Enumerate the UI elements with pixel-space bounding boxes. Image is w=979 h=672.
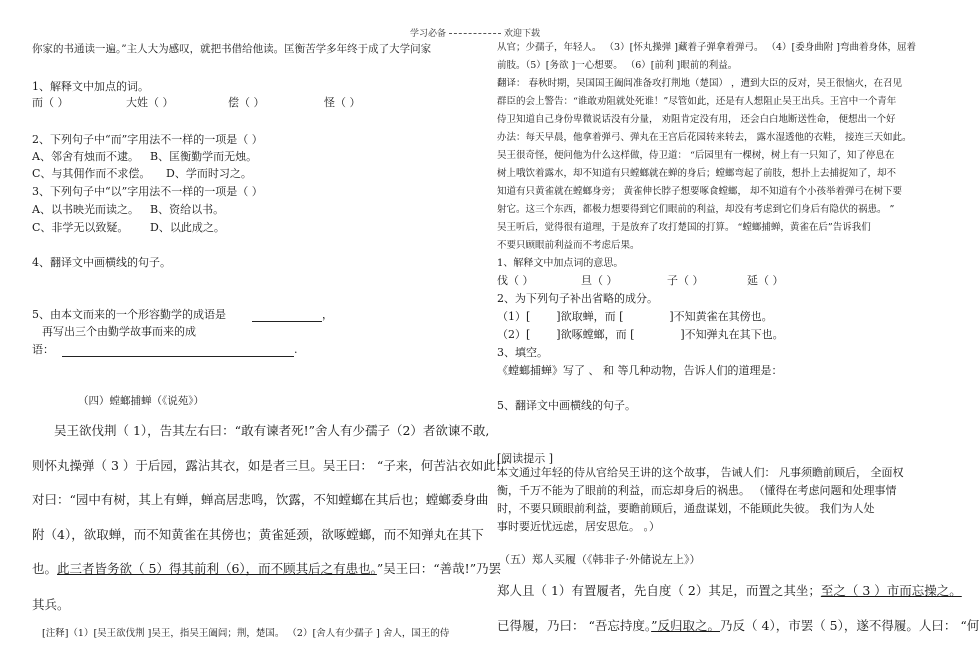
q2-title: 2、下列句子中“而”字用法不一样的一项是（ ） (32, 133, 263, 146)
passage-5-text-2: 已得履，乃曰： “吾忘持度。 (497, 618, 652, 633)
q5-text: 5、由本文而来的一个形容勤学的成语是 (32, 308, 226, 321)
r-q2-2-mid: ]欲啄螳螂，而 [ (556, 328, 635, 341)
translation-line-3: 侍卫知道自己身份卑微说话没有分量， 劝阻肯定没有用， 还会白白地断送性命， 便想出一个好 (497, 114, 896, 125)
translation-line-4: 办法：每天早晨，他拿着弹弓、弹丸在王宫后花园转来转去， 露水湿透他的衣鞋， 接连三天如此。 (497, 132, 912, 143)
passage-5-line-1 (497, 583, 962, 599)
q1-item-4: 怪（ ） (324, 96, 361, 109)
r-q1-item-2: 旦（ ） (581, 274, 618, 287)
annotation-cont-2: 前肢。（5）[务欲 ]一心想要。 （6）[前利 ]眼前的利益。 (497, 60, 738, 71)
passage-5-text: 郑人且（ 1）有置履者，先自度（ 2）其足，而置之其坐； (497, 583, 821, 598)
passage-4-line-4: 附（4），欲取蝉，而不知黄雀在其傍也；黄雀延颈，欲啄螳螂，而不知弹丸在其下 (32, 527, 484, 542)
reading-tip-line-2: 衡，千万不能为了眼前的利益，而忘却身后的祸患。 （懂得在考虑问题和处理事情 (497, 484, 897, 497)
q3-option-d: D、以此成之。 (150, 221, 225, 234)
translation-line-1: 翻译： 春秋时期，吴国国王阖闾准备攻打荆地（楚国） ，遭到大臣的反对，吴王很恼火，在召见 (497, 78, 903, 89)
underlined-sentence: 此三者皆务欲（ 5）得其前利（6），而不顾其后之有患也。 (57, 561, 377, 576)
page-header (0, 26, 950, 39)
r-q2-1-open: （1）[ (497, 310, 531, 323)
translation-line-6: 树上哦饮着露水，却不知道有只螳螂就在蝉的身后；螳螂弯起了前肢，想扑上去捕捉知了，却不 (497, 168, 897, 179)
reading-tip-line-3: 时，不要只顾眼前利益，要瞻前顾后，通盘谋划，不能顾此失彼。 我们为人处 (497, 502, 875, 515)
r-q1-item-1: 伐（ ） (497, 274, 534, 287)
q5-line-1 (32, 308, 333, 322)
q5-label: 语： (32, 343, 54, 356)
section-4-title: （四）螳螂捕蝉（《说苑》） (78, 395, 204, 407)
r-q2-1-mid: ]欲取蝉，而 [ (556, 310, 624, 323)
translation-line-2: 群臣的会上警告：“谁敢劝阻就处死谁！”尽管如此，还是有人想阻止吴王出兵。王宫中一个青年 (497, 96, 897, 107)
q3-title: 3、下列句子中“以”字用法不一样的一项是（ ） (32, 185, 263, 198)
q5-idioms-blank[interactable] (62, 345, 294, 357)
q2-option-c: C、与其佣作而不求偿。 (32, 167, 151, 180)
q3-option-b: B、资给以书。 (150, 203, 225, 216)
q1-item-3: 偿（ ） (228, 96, 265, 109)
r-q2-sentence-2 (497, 328, 784, 342)
story-ending: 你家的书通读一遍。”主人大为感叹，就把书借给他读。匡衡苦学多年终于成了大学问家 (32, 43, 432, 55)
r-q1-title: 1、解释文中加点词的意思。 (497, 258, 624, 269)
header-left: 学习必备 (409, 29, 446, 39)
q2-option-a: A、邻舍有烛而不逮。 (32, 150, 139, 163)
translation-line-10: 不要只顾眼前利益而不考虑后果。 (497, 240, 640, 251)
r-q2-2-end: ]不知弹丸在其下也。 (680, 328, 784, 341)
header-rule (449, 33, 501, 34)
translation-line-9: 吴王听后，觉得很有道理，于是放弃了攻打楚国的打算。 “螳螂捕蝉，黄雀在后”告诉我们 (497, 222, 871, 233)
passage-5-underlined-2: ”反归取之。 (651, 618, 721, 633)
passage-4-line-3: 对曰：“园中有树，其上有蝉，蝉高居悲鸣，饮露，不知螳螂在其后也；螳螂委身曲 (32, 492, 489, 507)
q5-comma: ， (322, 308, 333, 321)
r-q2-title: 2、为下列句子补出省略的成分。 (497, 292, 658, 305)
translation-line-5: 吴王很奇怪，便问他为什么这样做，侍卫道： “后园里有一棵树，树上有一只知了，知了停息在 (497, 150, 895, 161)
passage-5-text-3: 乃反（ 4），市罢（ 5），遂不得履。人曰： “何 (720, 618, 979, 633)
q3-option-c: C、非学无以致疑。 (32, 221, 129, 234)
r-q3-title: 3、填空。 (497, 346, 548, 359)
q5-line-2: 再写出三个由勤学故事而来的成 (42, 325, 196, 338)
q2-option-b: B、匡衡勤学而无烛。 (150, 150, 258, 163)
section-5-title: （五）郑人买履（《韩非子·外储说左上》） (499, 553, 701, 566)
q5-period: . (294, 343, 298, 356)
r-q5-title: 5、翻译文中画横线的句子。 (497, 399, 636, 412)
q2-option-d: D、学而时习之。 (166, 167, 252, 180)
reading-tip-title: [阅读提示 ] (497, 452, 554, 465)
passage-5-line-2 (497, 618, 979, 634)
reading-tip-line-4: 事时要近忧远虑，居安思危。 。） (497, 520, 660, 533)
translation-line-8: 射它。这三个东西，都极力想要得到它们眼前的利益，却没有考虑到它们身后有隐伏的祸患。 ” (497, 204, 895, 215)
r-q1-item-4: 延（ ） (747, 274, 784, 287)
header-right: 欢迎下载 (504, 29, 541, 39)
q1-item-2: 大姓（ ） (126, 96, 174, 109)
r-q2-sentence-1 (497, 310, 773, 324)
passage-4-line-5 (32, 561, 501, 577)
q4-title: 4、翻译文中画横线的句子。 (32, 256, 171, 269)
q5-line-3 (32, 343, 298, 357)
passage-5-underlined-1: 至之（ 3 ）市而忘操之。 (820, 583, 962, 598)
annotation-line: [注释]（1）[吴王欲伐荆 ]吴王，指吴王阖闾；荆，楚国。 （2）[舍人有少孺子 ] 舍人，国王的侍 (42, 628, 450, 639)
annotation-cont-1: 从官；少孺子，年轻人。 （3）[怀丸操弹 ]藏着子弹拿着弹弓。 （4）[委身曲附 ]弯曲着身体，屈着 (497, 42, 916, 53)
q1-title: 1、解释文中加点的词。 (32, 80, 149, 93)
r-q3-line: 《螳螂捕蝉》写了 、 和 等几种动物，告诉人们的道理是： (497, 364, 783, 377)
passage-4-line-1: 吴王欲伐荆（ 1），告其左右曰：“敢有谏者死!”舍人有少孺子（2）者欲谏不敢, (54, 423, 490, 438)
passage-4-line-2: 则怀丸操弹（ 3 ）于后园，露沾其衣，如是者三旦。吴王曰： “子来，何苦沾衣如此!” (32, 458, 508, 473)
passage-4-text: 也。 (32, 561, 58, 576)
r-q1-item-3: 子（ ） (667, 274, 704, 287)
reading-tip-line-1: 本文通过年轻的侍从官给吴王讲的这个故事， 告诫人们： 凡事须瞻前顾后， 全面权 (497, 466, 904, 479)
q5-idiom-blank[interactable] (252, 310, 322, 322)
passage-4-line-6: 其兵。 (32, 597, 70, 612)
r-q2-2-open: （2）[ (497, 328, 531, 341)
q3-option-a: A、以书映光而读之。 (32, 203, 139, 216)
q1-item-1: 而（ ） (32, 96, 69, 109)
passage-4-text-end: ”吴王曰：“善哉!”乃罢 (376, 561, 502, 576)
r-q2-1-end: ]不知黄雀在其傍也。 (669, 310, 773, 323)
translation-line-7: 知道有只黄雀就在螳螂身旁； 黄雀伸长脖子想要啄食螳螂， 却不知道有个小孩举着弹弓在树下要 (497, 186, 903, 197)
